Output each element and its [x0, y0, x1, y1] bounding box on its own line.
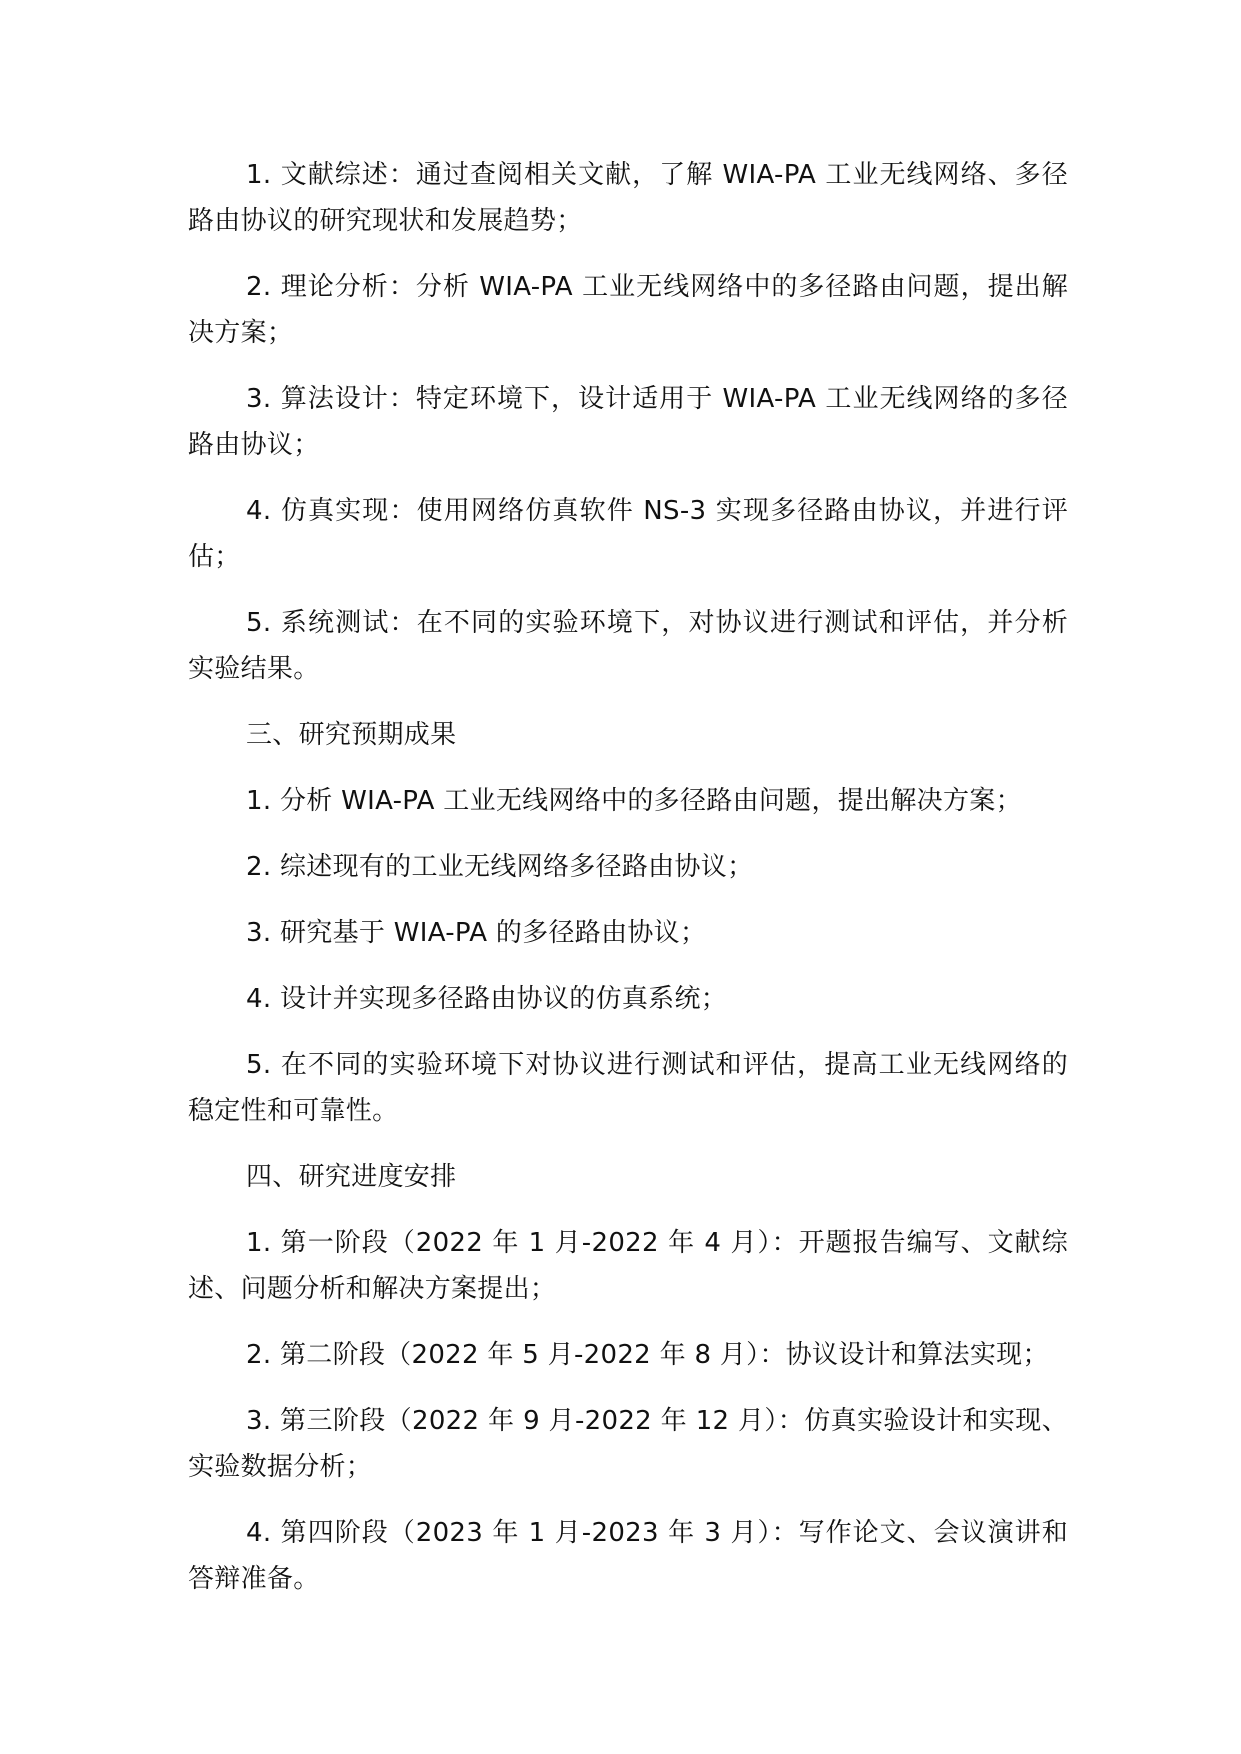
result-item-2: 2. 综述现有的工业无线网络多径路由协议；: [246, 852, 754, 882]
schedule-item-2: 2. 第二阶段（2022 年 5 月-2022 年 8 月）：协议设计和算法实现；: [246, 1340, 1049, 1370]
result-item-4: 4. 设计并实现多径路由协议的仿真系统；: [246, 984, 728, 1014]
schedule-item-1: 1. 第一阶段（2022 年 1 月-2022 年 4 月）：开题报告编写、文献综述、问题分析和解决方案提出；: [188, 1228, 1068, 1304]
section-heading-schedule: 四、研究进度安排: [246, 1162, 457, 1192]
document-body: [188, 152, 1068, 1622]
method-item-3: 3. 算法设计：特定环境下，设计适用于 WIA-PA 工业无线网络的多径路由协议；: [188, 384, 1068, 460]
result-item-1: 1. 分析 WIA-PA 工业无线网络中的多径路由问题，提出解决方案；: [246, 786, 1022, 816]
schedule-item-3: 3. 第三阶段（2022 年 9 月-2022 年 12 月）：仿真实验设计和实现、实验数据分析；: [188, 1406, 1068, 1482]
method-item-1: 1. 文献综述：通过查阅相关文献，了解 WIA-PA 工业无线网络、多径路由协议的研究现状和发展趋势；: [188, 160, 1068, 236]
method-item-2: 2. 理论分析：分析 WIA-PA 工业无线网络中的多径路由问题，提出解决方案；: [188, 272, 1068, 348]
result-item-3: 3. 研究基于 WIA-PA 的多径路由协议；: [246, 918, 707, 948]
schedule-item-4: 4. 第四阶段（2023 年 1 月-2023 年 3 月）：写作论文、会议演讲和答辩准备。: [188, 1518, 1068, 1594]
method-item-4: 4. 仿真实现：使用网络仿真软件 NS-3 实现多径路由协议，并进行评估；: [188, 496, 1068, 572]
method-item-5: 5. 系统测试：在不同的实验环境下，对协议进行测试和评估，并分析实验结果。: [188, 608, 1068, 684]
section-heading-expected-results: 三、研究预期成果: [246, 720, 457, 750]
result-item-5: 5. 在不同的实验环境下对协议进行测试和评估，提高工业无线网络的稳定性和可靠性。: [188, 1050, 1068, 1126]
